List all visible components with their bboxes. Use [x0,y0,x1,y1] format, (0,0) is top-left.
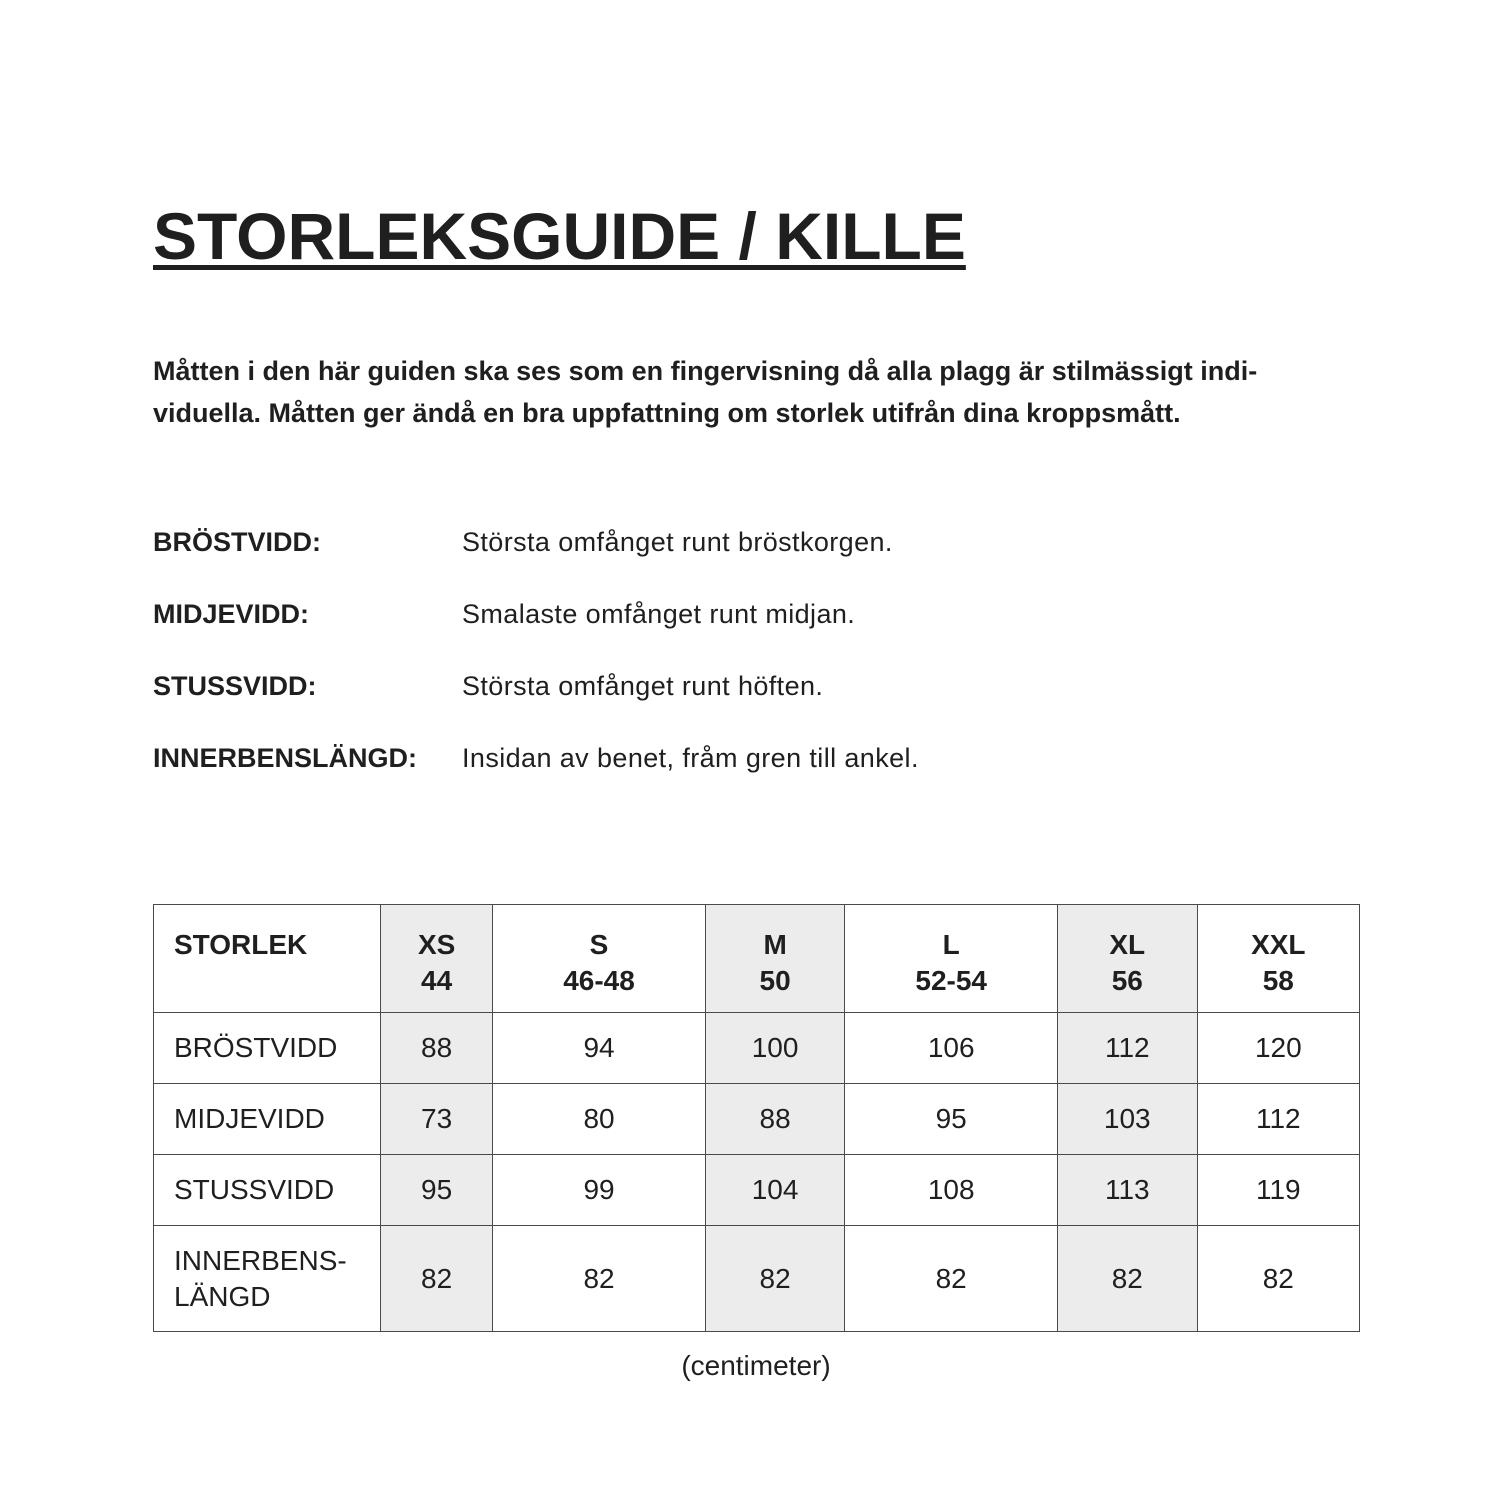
size-name: XXL [1251,929,1306,960]
table-cell: 100 [705,1013,845,1084]
table-cell: 108 [845,1155,1058,1226]
table-cell: 112 [1197,1084,1359,1155]
row-label-line-1: INNERBENS- [174,1244,347,1276]
page-title: STORLEKSGUIDE / KILLE [153,199,966,273]
definition-term: BRÖSTVIDD: [153,527,321,557]
table-cell: 80 [493,1084,706,1155]
row-label: BRÖSTVIDD [154,1013,381,1084]
size-number: 58 [1262,965,1294,996]
row-label-line-2: LÄNGD [174,1280,271,1312]
intro-line-1: Måtten i den här guiden ska ses som en fingervisning då alla plagg är stilmässigt indi- [153,356,1258,386]
size-number: 56 [1111,965,1143,996]
definition-row [153,522,1153,594]
unit-note: (centimeter) [681,1350,831,1381]
table-row [154,1084,1360,1155]
table-cell: 120 [1197,1013,1359,1084]
table-cell: 99 [493,1155,706,1226]
table-cell: 82 [493,1226,706,1332]
table-cell: 82 [1197,1226,1359,1332]
table-cell: 82 [381,1226,493,1332]
definition-term: STUSSVIDD: [153,671,317,701]
row-label: MIDJEVIDD [154,1084,381,1155]
size-header-xs [381,905,493,1013]
table-cell: 82 [1057,1226,1197,1332]
size-header-m [705,905,845,1013]
definition-description: Insidan av benet, fråm gren till ankel. [462,743,919,773]
size-header-xxl [1197,905,1359,1013]
size-table [153,904,1360,1332]
table-cell: 113 [1057,1155,1197,1226]
definition-row [153,738,1153,810]
size-number: 46-48 [563,965,635,996]
table-cell: 103 [1057,1084,1197,1155]
table-row [154,1155,1360,1226]
table-cell: 95 [381,1155,493,1226]
table-cell: 95 [845,1084,1058,1155]
table-cell: 82 [845,1226,1058,1332]
table-cell: 88 [381,1013,493,1084]
row-label: STUSSVIDD [154,1155,381,1226]
table-cell: 88 [705,1084,845,1155]
definition-description: Smalaste omfånget runt midjan. [462,599,856,629]
size-number: 50 [759,965,791,996]
size-name: XL [1109,929,1146,960]
table-header-row [154,905,1360,1013]
definition-description: Största omfånget runt bröstkorgen. [462,527,893,557]
definition-term: INNERBENSLÄNGD: [153,743,418,773]
table-cell: 104 [705,1155,845,1226]
size-name: M [763,929,787,960]
size-name: S [589,929,609,960]
definitions-list [153,522,1153,810]
intro-text [153,350,1373,434]
definition-row [153,594,1153,666]
table-cell: 106 [845,1013,1058,1084]
table-cell: 112 [1057,1013,1197,1084]
intro-line-2: viduella. Måtten ger ändå en bra uppfattning om storlek utifrån dina kroppsmått. [153,398,1181,428]
size-name: XS [417,929,456,960]
definition-row [153,666,1153,738]
size-header-s [493,905,706,1013]
table-cell: 119 [1197,1155,1359,1226]
table-cell: 73 [381,1084,493,1155]
row-label [154,1226,381,1332]
definition-term: MIDJEVIDD: [153,599,310,629]
size-name: L [942,929,960,960]
size-number: 44 [421,965,453,996]
table-cell: 82 [705,1226,845,1332]
table-row [154,1013,1360,1084]
size-number: 52-54 [915,965,987,996]
size-header-xl [1057,905,1197,1013]
size-header-l [845,905,1058,1013]
table-cell: 94 [493,1013,706,1084]
table-row [154,1226,1360,1332]
header-label: STORLEK [154,905,381,1013]
definition-description: Största omfånget runt höften. [462,671,824,701]
